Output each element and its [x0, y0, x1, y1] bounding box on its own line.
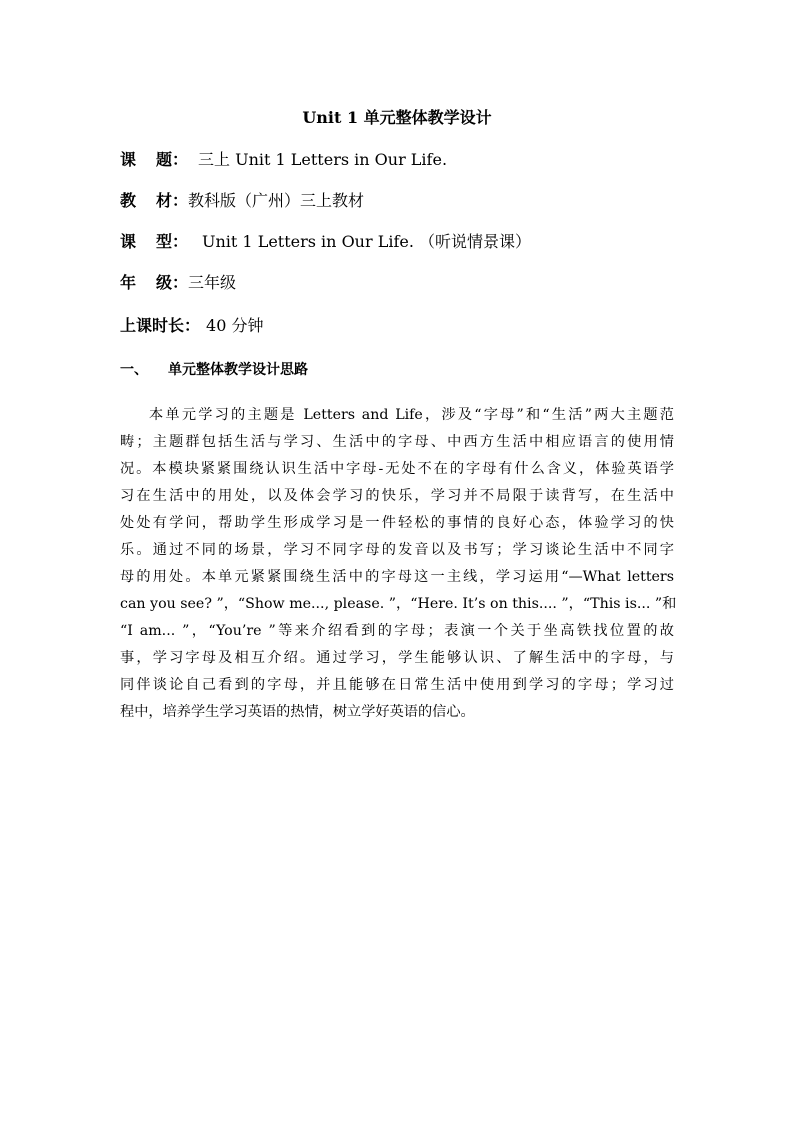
- meta-type-label-a: 课: [120, 232, 137, 251]
- meta-type-label-b: 型：: [156, 232, 189, 251]
- section-title: 单元整体教学设计思路: [168, 362, 308, 378]
- section-number: 一、: [120, 362, 148, 378]
- meta-grade-label: [120, 271, 189, 295]
- paragraph-line: 程中，培养学生学习英语的热情，树立学好英语的信心。: [120, 704, 475, 720]
- paragraph-line: 习在生活中的用处，以及体会学习的快乐，学习并不局限于读背写，在生活中: [120, 488, 674, 504]
- meta-grade-label-b: 级：: [156, 273, 189, 292]
- body-paragraph: [120, 402, 677, 726]
- meta-material: [120, 189, 364, 213]
- paragraph-line: 本单元学习的主题是 Letters and Life，涉及“字母”和“生活”两大主题范: [149, 407, 674, 423]
- meta-type-value: Unit 1 Letters in Our Life. （听说情景课）: [202, 232, 532, 251]
- meta-topic-value: 三上 Unit 1 Letters in Our Life.: [198, 150, 448, 169]
- meta-type-label: [120, 230, 190, 254]
- meta-type: [120, 230, 531, 254]
- meta-grade-value: 三年级: [188, 273, 237, 292]
- paragraph-line: 处处有学问，帮助学生形成学习是一件轻松的事情的良好心态，体验学习的快: [120, 515, 674, 531]
- paragraph-line: 母的用处。本单元紧紧围绕生活中的字母这一主线，学习运用“—What letters: [120, 569, 674, 585]
- meta-grade-label-a: 年: [120, 273, 137, 292]
- meta-duration-value: 40 分钟: [206, 316, 264, 335]
- meta-topic-label-a: 课: [120, 150, 137, 169]
- paragraph-line: 乐。通过不同的场景，学习不同字母的发音以及书写；学习谈论生活中不同字: [120, 542, 674, 558]
- meta-topic: [120, 148, 447, 172]
- meta-duration-label: 上课时长：: [120, 316, 201, 335]
- meta-material-label: [120, 189, 189, 213]
- paragraph-line: 同伴谈论自己看到的字母，并且能够在日常生活中使用到学习的字母；学习过: [120, 677, 674, 693]
- paragraph-line: 畴；主题群包括生活与学习、生活中的字母、中西方生活中相应语言的使用情: [120, 434, 674, 450]
- meta-material-label-a: 教: [120, 191, 137, 210]
- paragraph-line: can you see? ”，“Show me..., please. ”，“Here. It’s on this.... ”，“This is... ”和: [120, 596, 677, 612]
- paragraph-line: 事，学习字母及相互介绍。通过学习，学生能够认识、了解生活中的字母，与: [120, 650, 674, 666]
- document-title: Unit 1 单元整体教学设计: [302, 108, 492, 127]
- meta-topic-label-b: 题：: [156, 150, 189, 169]
- meta-duration: [120, 314, 263, 338]
- meta-topic-label: [120, 148, 190, 172]
- meta-material-value: 教科版（广州）三上教材: [188, 191, 365, 210]
- paragraph-line: 况。本模块紧紧围绕认识生活中字母-无处不在的字母有什么含义，体验英语学: [120, 461, 674, 477]
- paragraph-line: “I am... ”，“You’re ”等来介绍看到的字母；表演一个关于坐高铁找位置的故: [120, 623, 674, 639]
- meta-material-label-b: 材：: [156, 191, 189, 210]
- meta-grade: [120, 271, 236, 295]
- section-heading: [120, 359, 308, 381]
